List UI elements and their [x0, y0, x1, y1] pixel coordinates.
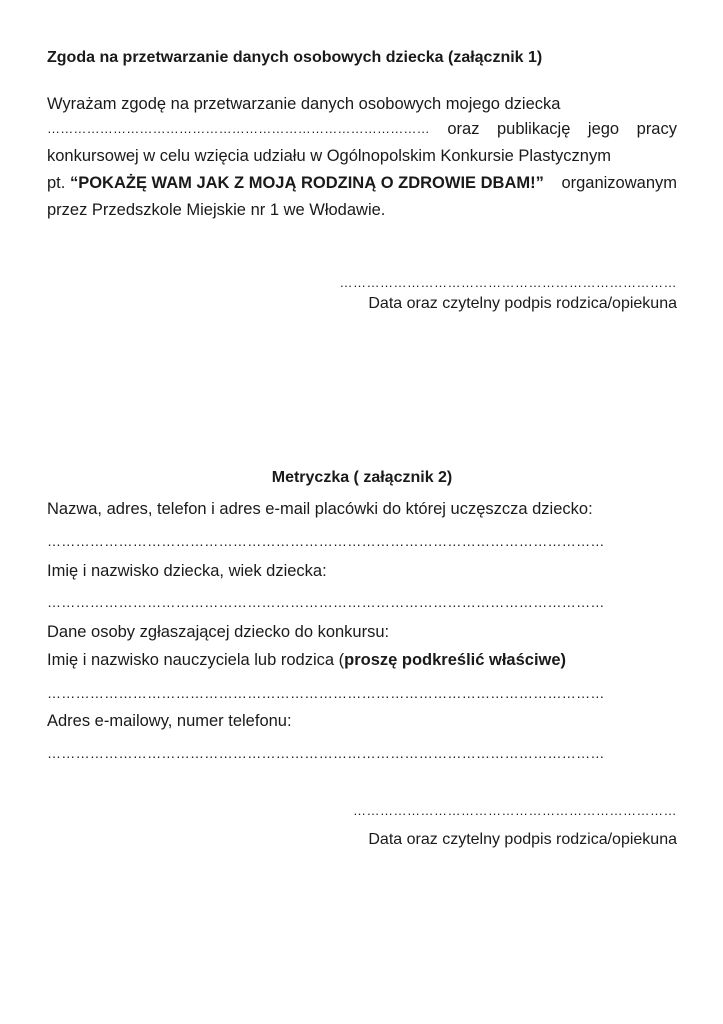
- consent-line-2: [47, 119, 677, 139]
- signature-line-2: ………………………………………………………………: [353, 803, 677, 818]
- consent-line-3: konkursowej w celu wzięcia udziału w Ogólnopolskim Konkursie Plastycznym: [47, 147, 611, 165]
- consent-line-5: przez Przedszkole Miejskie nr 1 we Włodawie.: [47, 201, 386, 219]
- document-page: [47, 0, 677, 1024]
- teacher-parent-prefix: Imię i nazwisko nauczyciela lub rodzica (: [47, 651, 345, 669]
- consent-line-4: [47, 173, 677, 193]
- signature-label-2: Data oraz czytelny podpis rodzica/opiekuna: [368, 831, 677, 848]
- question-child: Imię i nazwisko dziecka, wiek dziecka:: [47, 562, 327, 580]
- consent-word: publikację: [496, 120, 571, 138]
- consent-word: jego: [587, 120, 620, 138]
- signature-label-1: Data oraz czytelny podpis rodzica/opiekuna: [368, 295, 677, 312]
- metric-title: Metryczka ( załącznik 2): [271, 469, 453, 486]
- consent-line-4-left: [47, 173, 544, 193]
- consent-line-1: Wyrażam zgodę na przetwarzanie danych osobowych mojego dziecka: [47, 95, 561, 113]
- consent-title: Zgoda na przetwarzanie danych osobowych dziecka (załącznik 1): [47, 49, 543, 66]
- organized-word: organizowanym: [561, 174, 677, 192]
- question-teacher-or-parent: [47, 650, 566, 670]
- consent-word: oraz: [447, 120, 480, 138]
- question-submitter: Dane osoby zgłaszającej dziecko do konkursu:: [47, 623, 390, 641]
- child-name-dots: ……………………………………………………………………………: [47, 121, 430, 136]
- question-institution: Nazwa, adres, telefon i adres e-mail placówki do której uczęszcza dziecko:: [47, 500, 593, 518]
- answer-institution-dots: ………………………………………………………………………………………………………: [47, 533, 605, 549]
- underline-instruction: proszę podkreślić właściwe): [344, 651, 567, 669]
- answer-teacher-dots: ………………………………………………………………………………………………………: [47, 685, 605, 701]
- answer-contact-dots: ………………………………………………………………………………………………………: [47, 745, 605, 761]
- question-contact: Adres e-mailowy, numer telefonu:: [47, 712, 292, 730]
- contest-name: “POKAŻĘ WAM JAK Z MOJĄ RODZINĄ O ZDROWIE DBAM!”: [69, 174, 544, 192]
- consent-word: pracy: [636, 120, 677, 138]
- answer-child-dots: ………………………………………………………………………………………………………: [47, 594, 605, 610]
- pt-prefix: pt.: [47, 174, 66, 192]
- signature-line-1: …………………………………………………………………: [339, 275, 677, 290]
